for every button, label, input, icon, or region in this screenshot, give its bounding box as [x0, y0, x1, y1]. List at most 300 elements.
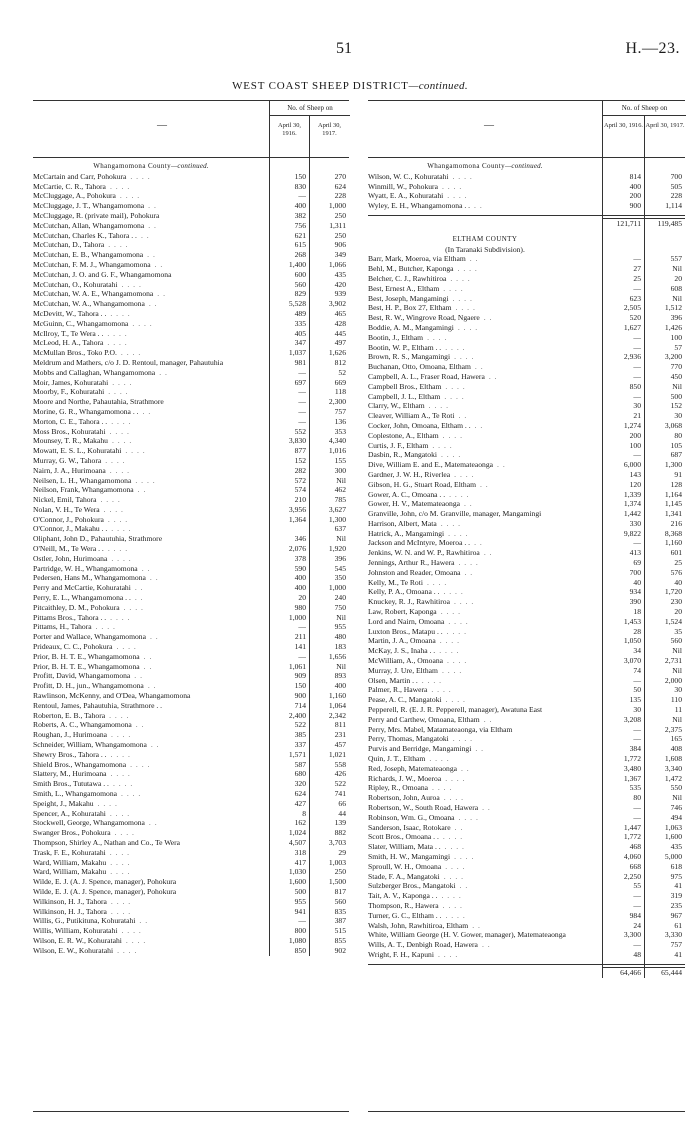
- total-1917: 65,444: [644, 967, 685, 978]
- sheep-1917: 216: [670, 518, 682, 528]
- sheep-1917: 557: [670, 254, 682, 264]
- sheep-1916: 337: [294, 740, 306, 750]
- sheep-1916: 210: [294, 495, 306, 505]
- sheep-1917: 435: [670, 842, 682, 852]
- table-row: [368, 578, 685, 588]
- owner-name: Richards, J. W., Moeroa . . . .: [368, 773, 466, 783]
- section-county: Whangamomona County: [427, 162, 505, 170]
- left-table-header: [33, 100, 349, 158]
- sheep-1916: 27: [633, 264, 641, 274]
- table-row: [33, 358, 349, 368]
- table-row: [368, 685, 685, 695]
- owner-name: Thompson, R., Hawera . . . .: [368, 900, 463, 910]
- section-heading: [368, 158, 685, 172]
- sheep-1917: 183: [334, 642, 346, 652]
- owner-name: Ripley, R., Omoana . . . .: [368, 783, 453, 793]
- table-row: [33, 916, 349, 926]
- owner-name: Shewry Bros., Tahora . . . . . .: [33, 749, 131, 759]
- owner-name: McCutchan, W. A., Whangamomona . .: [33, 299, 158, 309]
- sheep-1916: 714: [294, 700, 306, 710]
- table-row: [368, 940, 685, 950]
- owner-name: Hatrick, A., Mangamingi . . . .: [368, 528, 469, 538]
- sheep-1917: 939: [334, 289, 346, 299]
- table-row: [33, 348, 349, 358]
- sheep-1917: 906: [334, 240, 346, 250]
- sheep-1917: 80: [674, 430, 682, 440]
- owner-name: Campbell, J. L., Eltham . . . .: [368, 391, 465, 401]
- sheep-1916: 522: [294, 720, 306, 730]
- table-row: [33, 201, 349, 211]
- sheep-1916: 1,627: [623, 322, 641, 332]
- owner-name: Moss Bros., Kohuratahi . . . .: [33, 426, 130, 436]
- sheep-1916: 1,367: [623, 773, 641, 783]
- sheep-1917: 8,368: [664, 528, 682, 538]
- sheep-1917: 494: [670, 812, 682, 822]
- sheep-1916: 680: [294, 769, 306, 779]
- table-row: [368, 676, 685, 686]
- sheep-1916: 615: [294, 240, 306, 250]
- sheep-1917: 902: [334, 945, 346, 955]
- sheep-1917: 349: [334, 250, 346, 260]
- sheep-1917: 445: [334, 328, 346, 338]
- owner-name: Best, Joseph, Mangamingi . . . .: [368, 293, 473, 303]
- owner-name: Speight, J., Makahu . . . .: [33, 798, 118, 808]
- sheep-1916: 756: [294, 220, 306, 230]
- sheep-1916: —: [298, 916, 306, 926]
- sheep-1917: Nil: [672, 646, 682, 656]
- sheep-1917: 11: [674, 705, 682, 715]
- sheep-1917: 1,626: [328, 348, 346, 358]
- sheep-1917: 835: [334, 906, 346, 916]
- sheep-1917: 1,000: [328, 201, 346, 211]
- table-row: [33, 397, 349, 407]
- section-continued: —continued.: [505, 162, 543, 170]
- owner-name: Knuckey, R. J., Rawhitiroa . . . .: [368, 597, 475, 607]
- owner-name: Brown, R. S., Mangamingi . . . .: [368, 352, 475, 362]
- table-row: [368, 201, 685, 211]
- sheep-1916: 2,076: [288, 544, 306, 554]
- table-row: [368, 774, 685, 784]
- table-row: [368, 372, 685, 382]
- owner-name: McCutchan, F. M. J., Whangamomona . .: [33, 259, 164, 269]
- sheep-1916: 400: [294, 573, 306, 583]
- sheep-1917: 110: [670, 695, 682, 705]
- sheep-1916: 1,030: [288, 867, 306, 877]
- sheep-1917: 20: [674, 273, 682, 283]
- table-row: [33, 897, 349, 907]
- table-row: [368, 823, 685, 833]
- owner-name: Wilde, E. J. (A. J. Spence, manager), Pohokura: [33, 877, 177, 887]
- total-1916: 121,711: [602, 218, 644, 229]
- sheep-1916: 320: [294, 779, 306, 789]
- table-row: [368, 783, 685, 793]
- sheep-1916: 282: [294, 465, 306, 475]
- owner-name: Moore and Northe, Pahautahia, Strathmore: [33, 397, 164, 407]
- sheep-1917: 558: [334, 759, 346, 769]
- sheep-1916: 211: [294, 632, 306, 642]
- sheep-1917: 435: [334, 269, 346, 279]
- sheep-1917: 967: [670, 910, 682, 920]
- table-row: [33, 858, 349, 868]
- owner-name: Slater, William, Mata . . . . . .: [368, 842, 465, 852]
- sheep-1917: 270: [334, 171, 346, 181]
- owner-name: Pittams, H., Tahora . . . .: [33, 622, 116, 632]
- owner-name: Robinson, Wm. G., Omoana . . . .: [368, 812, 479, 822]
- owner-name: Lord and Nairn, Omoana . . . .: [368, 616, 469, 626]
- sheep-1917: 560: [334, 896, 346, 906]
- table-row: [368, 911, 685, 921]
- sheep-1917: 30: [674, 685, 682, 695]
- owner-name: McLeod, H. A., Tahora . . . .: [33, 338, 128, 348]
- sheep-1916: 574: [294, 485, 306, 495]
- sheep-1917: 975: [670, 871, 682, 881]
- table-row: [368, 636, 685, 646]
- sheep-1917: 1,512: [664, 303, 682, 313]
- year-1917-header: April 30, 1917.: [309, 116, 349, 157]
- sheep-1917: 785: [334, 495, 346, 505]
- owner-name: Wilkinson, H. J., Tahora . . . .: [33, 906, 132, 916]
- owner-name: Best, Ernest A., Eltham . . . .: [368, 283, 464, 293]
- sheep-1916: 3,070: [623, 656, 641, 666]
- sheep-1916: 500: [294, 886, 306, 896]
- owner-name: Sproull, W. H., Omoana . . . .: [368, 861, 466, 871]
- sheep-1916: 1,080: [288, 935, 306, 945]
- sheep-1916: 413: [629, 548, 641, 558]
- owner-name: Moorby, F., Kohuratahi . . . .: [33, 387, 129, 397]
- table-row: [368, 862, 685, 872]
- table-row: [368, 656, 685, 666]
- owner-name: Trask, F. E., Kohuratahi . . . .: [33, 847, 131, 857]
- sheep-1916: 877: [294, 446, 306, 456]
- owner-name: Granville, John, c/o M. Granville, manager, Mangamingi: [368, 509, 542, 519]
- owner-name: Moir, James, Kohuratahi . . . .: [33, 377, 133, 387]
- table-row: [33, 603, 349, 613]
- owner-name: Pittams Bros., Tahora . . . . . .: [33, 612, 131, 622]
- owner-name: Murray, G. W., Tahora . . . .: [33, 455, 126, 465]
- sheep-1916: 700: [629, 567, 641, 577]
- sheep-1916: 560: [294, 279, 306, 289]
- sheep-1916: 552: [294, 426, 306, 436]
- sheep-1917: 608: [670, 283, 682, 293]
- table-row: [368, 597, 685, 607]
- table-row: [368, 607, 685, 617]
- sheep-1916: 1,600: [288, 877, 306, 887]
- sheep-1916: 2,250: [623, 871, 641, 881]
- sheep-1916: 1,037: [288, 348, 306, 358]
- owner-name: Wyatt, E. A., Kohuratahi . . . .: [368, 191, 468, 201]
- sheep-1917: 522: [334, 779, 346, 789]
- sheep-1917: 1,426: [664, 322, 682, 332]
- sheep-1917: 1,164: [664, 489, 682, 499]
- sheep-1916: 318: [294, 847, 306, 857]
- sheep-1917: 20: [674, 607, 682, 617]
- sheep-1916: —: [298, 622, 306, 632]
- sheep-1916: 330: [629, 518, 641, 528]
- owner-name: McCluggage, J. T., Whangamomona . .: [33, 201, 157, 211]
- owner-name: Perry and Carthew, Omoana, Eltham . .: [368, 714, 493, 724]
- sheep-1916: 572: [294, 475, 306, 485]
- owner-name: White, William George (H. V. Gower, manager), Matemateaonga: [368, 930, 566, 940]
- owner-name: Murray, J. Ure, Eltham . . . .: [368, 665, 463, 675]
- sheep-1917: 300: [334, 465, 346, 475]
- table-row: [368, 921, 685, 931]
- sheep-1916: 587: [294, 759, 306, 769]
- sheep-1917: 155: [334, 455, 346, 465]
- sheep-1916: 1,000: [288, 612, 306, 622]
- sheep-1917: Nil: [672, 264, 682, 274]
- owner-name: Scott Bros., Omoana . . . . . .: [368, 832, 464, 842]
- sheep-1916: 417: [294, 857, 306, 867]
- owner-name: Ward, William, Makahu . . . .: [33, 867, 131, 877]
- table-row: [368, 891, 685, 901]
- sheep-1916: 378: [294, 553, 306, 563]
- sheep-1916: 489: [294, 308, 306, 318]
- owner-name: Wilkinson, H. J., Tahora . . . .: [33, 896, 132, 906]
- sheep-1917: 700: [670, 171, 682, 181]
- sheep-1917: 882: [334, 828, 346, 838]
- owner-name: Willis, G., Putikituna, Kohuratahi . .: [33, 916, 149, 926]
- table-row: [33, 573, 349, 583]
- sheep-1917: 250: [334, 230, 346, 240]
- sheep-1916: 980: [294, 602, 306, 612]
- owner-name: Best, H. P., Box 27, Eltham . . . .: [368, 303, 476, 313]
- table-row: [33, 848, 349, 858]
- sheep-1917: 2,375: [664, 724, 682, 734]
- sheep-1917: 1,311: [329, 220, 346, 230]
- sheep-1916: —: [633, 675, 641, 685]
- sheep-1917: 855: [334, 935, 346, 945]
- sheep-1917: 955: [334, 622, 346, 632]
- sheep-1917: 1,160: [664, 538, 682, 548]
- sheep-1917: 1,000: [328, 583, 346, 593]
- table-row: [368, 930, 685, 940]
- right-table-body: [368, 158, 685, 978]
- owner-name: Sulzberger Bros., Mangatoki . .: [368, 881, 469, 891]
- sheep-1917: 687: [670, 450, 682, 460]
- sheep-1917: 1,608: [664, 754, 682, 764]
- name-column-header: —: [157, 120, 167, 131]
- sheep-1917: 61: [674, 920, 682, 930]
- table-row: [368, 881, 685, 891]
- sheep-1917: 550: [670, 783, 682, 793]
- name-column-header: —: [484, 120, 494, 131]
- owner-name: McDevitt, W., Tahora . . . . . .: [33, 308, 131, 318]
- owner-name: Perry, Mrs. Mabel, Matamateaonga, via Eltham: [368, 724, 513, 734]
- title-main: WEST COAST SHEEP DISTRICT: [232, 80, 409, 92]
- table-row: [368, 343, 685, 353]
- sheep-1916: —: [298, 416, 306, 426]
- sheep-1917: 515: [334, 926, 346, 936]
- right-table: [368, 100, 685, 1112]
- sheep-1916: —: [298, 406, 306, 416]
- sheep-1916: 2,400: [288, 710, 306, 720]
- table-row: [33, 299, 349, 309]
- sheep-1916: 600: [294, 269, 306, 279]
- owner-name: Tait, A. V., Kaponga . . . . . .: [368, 891, 462, 901]
- table-row: [33, 740, 349, 750]
- sheep-1916: —: [633, 803, 641, 812]
- sheep-1916: 384: [629, 744, 641, 754]
- table-row: [368, 872, 685, 882]
- sheep-1917: 40: [674, 577, 682, 587]
- sheep-1917: 105: [670, 440, 682, 450]
- sheep-1916: —: [633, 734, 641, 744]
- sheep-1917: 746: [670, 803, 682, 812]
- sheep-1917: Nil: [336, 612, 346, 622]
- page-title: [0, 80, 700, 92]
- sheep-1916: —: [633, 371, 641, 381]
- sheep-1917: 353: [334, 426, 346, 436]
- owner-name: Olsen, Martin . . . . . .: [368, 675, 443, 685]
- sheep-1916: 400: [629, 181, 641, 191]
- sheep-1917: 2,000: [664, 675, 682, 685]
- sheep-1916: —: [633, 724, 641, 734]
- table-row: [368, 450, 685, 460]
- table-row: [33, 338, 349, 348]
- table-row: [33, 378, 349, 388]
- table-row: [368, 333, 685, 343]
- sheep-1916: 850: [294, 945, 306, 955]
- sheep-1917: 505: [670, 181, 682, 191]
- sheep-1917: 41: [674, 881, 682, 891]
- sheep-1916: —: [633, 538, 641, 548]
- sheep-1916: 346: [294, 534, 306, 544]
- sheep-1916: 268: [294, 250, 306, 260]
- sheep-1917: 545: [334, 563, 346, 573]
- owner-name: Law, Robert, Kaponga . . . .: [368, 607, 461, 617]
- owner-name: McMullan Bros., Toko P.O. . . . .: [33, 348, 142, 358]
- sheep-1916: 800: [294, 926, 306, 936]
- sheep-1916: 1,061: [288, 661, 306, 671]
- sheep-1916: 150: [294, 171, 306, 181]
- sheep-1916: 40: [633, 577, 641, 587]
- owner-name: Clarry, W., Eltham . . . .: [368, 401, 449, 411]
- sheep-1916: 900: [629, 201, 641, 211]
- owner-name: Gardner, J. W. H., Riverlea . . . .: [368, 469, 475, 479]
- table-row: [33, 515, 349, 525]
- owner-name: Nolan, V. H., Te Wera . . . .: [33, 504, 124, 514]
- section-continued: —continued.: [171, 162, 209, 170]
- table-row: [33, 329, 349, 339]
- sheep-1916: 984: [629, 910, 641, 920]
- owner-name: Jennings, Arthur R., Hawera . . . .: [368, 558, 479, 568]
- sheep-1916: —: [633, 342, 641, 352]
- sheep-1917: 669: [334, 377, 346, 387]
- table-row: [368, 558, 685, 568]
- owner-name: Mowatt, E. S. L., Kohuratahi . . . .: [33, 446, 146, 456]
- table-row: [33, 926, 349, 936]
- sheep-1917: 2,731: [664, 656, 682, 666]
- table-row: [33, 368, 349, 378]
- owner-name: McCutchan, D., Tahora . . . .: [33, 240, 129, 250]
- owner-name: Belcher, C. J., Rawhitiroa . . . .: [368, 273, 471, 283]
- owner-name: Partridge, W. H., Whangamomona . .: [33, 563, 151, 573]
- sheep-1917: 3,340: [664, 763, 682, 773]
- sheep-1916: 18: [633, 607, 641, 617]
- owner-name: McKay, J. S., Inaha . . . . . .: [368, 646, 460, 656]
- table-row: [33, 495, 349, 505]
- sheep-1917: 1,064: [328, 700, 346, 710]
- sheep-1916: 1,447: [623, 822, 641, 832]
- sheep-1916: 520: [629, 313, 641, 323]
- section-heading-eltham: ELTHAM COUNTY: [452, 234, 518, 243]
- sheep-1916: 400: [294, 583, 306, 593]
- sheep-1916: 24: [633, 920, 641, 930]
- sheep-1917: 91: [674, 469, 682, 479]
- table-row: [368, 764, 685, 774]
- sheep-1917: 66: [338, 798, 346, 808]
- sheep-1917: 420: [334, 279, 346, 289]
- table-row: [33, 681, 349, 691]
- table-row: [33, 505, 349, 515]
- owner-name: Gibson, H. G., Stuart Road, Eltham . .: [368, 479, 489, 489]
- sheep-1916: 141: [294, 642, 306, 652]
- owner-name: Smith Bros., Tututawa . . . . . .: [33, 779, 134, 789]
- sheep-1917: 44: [338, 808, 346, 818]
- table-row: [368, 950, 685, 960]
- sheep-1917: 3,068: [664, 420, 682, 430]
- left-rows: [33, 172, 349, 956]
- table-row: [33, 789, 349, 799]
- table-row: [368, 460, 685, 470]
- owner-name: Red, Joseph, Matemateaonga . .: [368, 763, 470, 773]
- sheep-1917: 1,003: [328, 857, 346, 867]
- sheep-1916: 30: [633, 401, 641, 411]
- table-row: [368, 617, 685, 627]
- owner-name: Nickel, Emil, Tahora . . . .: [33, 495, 121, 505]
- sheep-1916: 535: [629, 783, 641, 793]
- table-row: [368, 587, 685, 597]
- owner-name: Gower, A. C., Omoana . . . . . .: [368, 489, 470, 499]
- owner-name: Roberts, A. C., Whangamomona . .: [33, 720, 145, 730]
- owner-name: Prior, B. H. T. E., Whangamomona . .: [33, 651, 153, 661]
- sheep-1916: 152: [294, 455, 306, 465]
- sheep-1916: 3,830: [288, 436, 306, 446]
- table-row: [33, 652, 349, 662]
- sheep-1917: 1,016: [328, 446, 346, 456]
- owner-name: Johnston and Reader, Omoana . .: [368, 567, 474, 577]
- owner-name: Neilsen, L. H., Whangamomona . . . .: [33, 475, 156, 485]
- table-row: [368, 734, 685, 744]
- sheep-1917: 1,524: [664, 616, 682, 626]
- sheep-1917: Nil: [336, 534, 346, 544]
- sheep-1917: 811: [334, 720, 346, 730]
- owner-name: Dasbin, R., Mangatoki . . . .: [368, 450, 462, 460]
- sheep-1917: 1,300: [328, 514, 346, 524]
- sheep-1917: 400: [334, 681, 346, 691]
- sheep-1916: 1,571: [288, 749, 306, 759]
- table-row: [33, 799, 349, 809]
- title-suffix: —continued.: [408, 80, 468, 92]
- owner-name: Curtis, J. F., Eltham . . . .: [368, 440, 453, 450]
- owner-name: Willis, William, Kohuratahi . . . .: [33, 926, 142, 936]
- table-row: [33, 250, 349, 260]
- sheep-1916: —: [298, 387, 306, 397]
- owner-name: Nairn, J. A., Hurimoana . . . .: [33, 465, 131, 475]
- table-row: [368, 284, 685, 294]
- sheep-1917: 2,342: [328, 710, 346, 720]
- table-row: [33, 240, 349, 250]
- table-row: [33, 191, 349, 201]
- sheep-1917: 560: [670, 636, 682, 646]
- section-heading: [33, 158, 349, 172]
- owner-name: Morton, C. E., Tahora . . . . . .: [33, 416, 132, 426]
- sheep-1917: 817: [334, 886, 346, 896]
- table-row: [33, 466, 349, 476]
- owner-name: Roberton, E. B., Tahora . . . .: [33, 710, 130, 720]
- sheep-1917: 240: [334, 593, 346, 603]
- owner-name: McCutchan, Allan, Whangamomona . .: [33, 220, 157, 230]
